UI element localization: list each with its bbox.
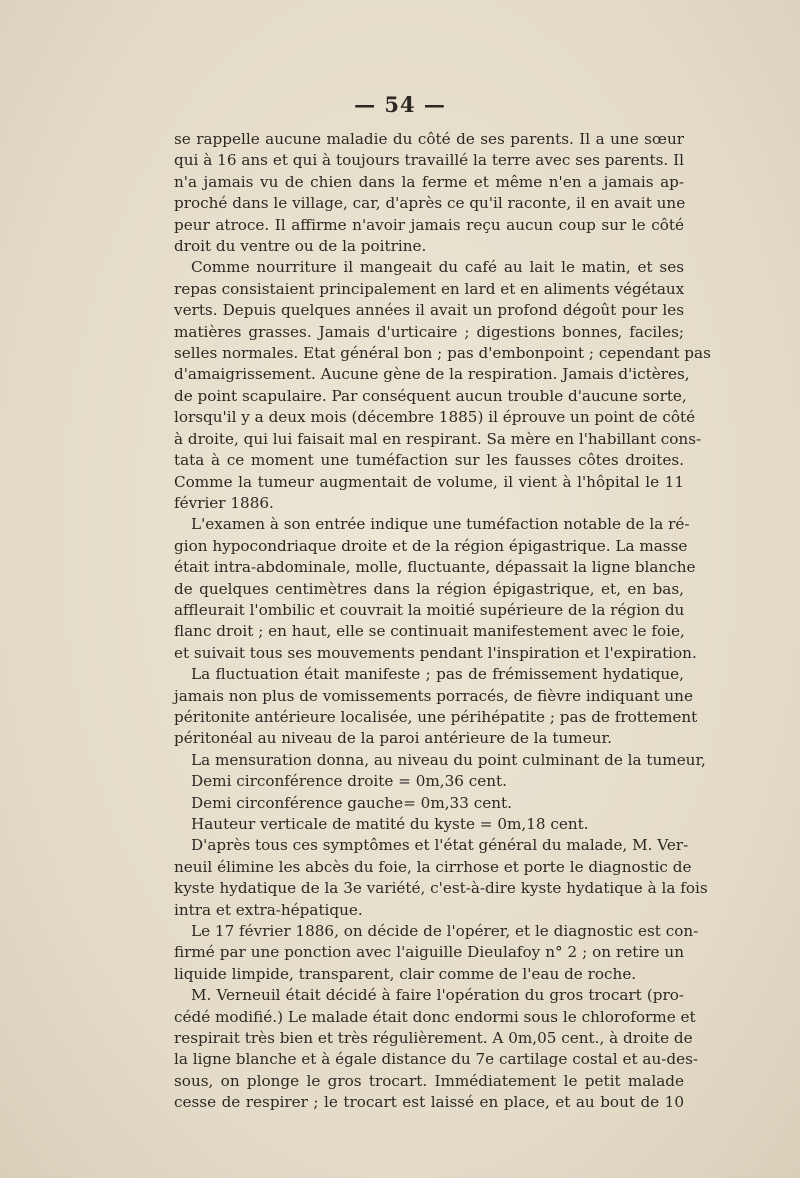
text-line: Le 17 février 1886, on décide de l'opérer, et le diagnostic est con- <box>191 922 699 941</box>
text-line: Demi circonférence droite = 0m,36 cent. <box>191 772 507 791</box>
text-line: repas consistaient principalement en lard et en aliments végétaux <box>174 279 685 298</box>
text-line: péritonite antérieure localisée, une périhépatite ; pas de frottement <box>174 707 698 726</box>
text-line: respirait très bien et très régulièrement. A 0m,05 cent., à droite de <box>174 1029 693 1048</box>
text-line: cesse de respirer ; le trocart est laissé en place, et au bout de 10 <box>174 1093 684 1112</box>
text-line: firmé par une ponction avec l'aiguille Dieulafoy n° 2 ; on retire un <box>174 943 684 962</box>
text-line: D'après tous ces symptômes et l'état général du malade, M. Ver- <box>191 836 689 855</box>
text-line: La mensuration donna, au niveau du point culminant de la tumeur, <box>191 750 706 769</box>
text-line: neuil élimine les abcès du foie, la cirrhose et porte le diagnostic de <box>174 857 692 876</box>
text-line: sous, on plonge le gros trocart. Immédiatement le petit malade <box>174 1071 684 1090</box>
text-line: gion hypocondriaque droite et de la région épigastrique. La masse <box>174 536 688 555</box>
text-line: La fluctuation était manifeste ; pas de frémissement hydatique, <box>191 665 684 684</box>
text-line: affleurait l'ombilic et couvrait la moitié supérieure de la région du <box>174 600 685 619</box>
text-line: selles normales. Etat général bon ; pas d'embonpoint ; cependant pas <box>174 344 711 363</box>
text-line: Demi circonférence gauche= 0m,33 cent. <box>191 793 512 812</box>
text-line: liquide limpide, transparent, clair comme de l'eau de roche. <box>174 964 637 983</box>
text-line: de point scapulaire. Par conséquent aucun trouble d'aucune sorte, <box>174 386 687 405</box>
text-line: qui à 16 ans et qui à toujours travaillé la terre avec ses parents. Il <box>174 151 684 170</box>
text-line: février 1886. <box>174 493 274 512</box>
text-line: à droite, qui lui faisait mal en respirant. Sa mère en l'habillant cons- <box>174 429 702 448</box>
text-line: péritonéal au niveau de la paroi antérieure de la tumeur. <box>174 729 612 748</box>
text-line: Comme nourriture il mangeait du café au lait le matin, et ses <box>191 258 684 277</box>
text-line: verts. Depuis quelques années il avait un profond dégoût pour les <box>174 301 684 320</box>
text-line: peur atroce. Il affirme n'avoir jamais reçu aucun coup sur le côté <box>174 215 684 234</box>
body-text <box>174 129 711 1114</box>
text-line: d'amaigrissement. Aucune gène de la respiration. Jamais d'ictères, <box>174 365 690 384</box>
text-line: cédé modifié.) Le malade était donc endormi sous le chloroforme et <box>174 1007 696 1026</box>
text-line: lorsqu'il y a deux mois (décembre 1885) il éprouve un point de côté <box>174 408 696 427</box>
text-line: L'examen à son entrée indique une tuméfaction notable de la ré- <box>191 515 690 534</box>
text-line: et suivait tous ses mouvements pendant l'inspiration et l'expiration. <box>174 643 697 662</box>
text-line: Comme la tumeur augmentait de volume, il vient à l'hôpital le 11 <box>174 472 684 491</box>
text-line: la ligne blanche et à égale distance du 7e cartilage costal et au-des- <box>174 1050 699 1069</box>
text-line: kyste hydatique de la 3e variété, c'est-à-dire kyste hydatique à la fois <box>174 879 708 898</box>
text-line: de quelques centimètres dans la région épigastrique, et, en bas, <box>174 579 684 598</box>
text-line: flanc droit ; en haut, elle se continuait manifestement avec le foie, <box>174 622 685 641</box>
text-line: se rappelle aucune maladie du côté de ses parents. Il a une sœur <box>174 130 684 148</box>
text-line: tata à ce moment une tuméfaction sur les fausses côtes droites. <box>174 451 684 470</box>
page-number: — 54 — <box>354 92 446 117</box>
text-line: intra et extra-hépatique. <box>174 900 363 919</box>
text-line: proché dans le village, car, d'après ce qu'il raconte, il en avait une <box>174 194 686 213</box>
text-line: droit du ventre ou de la poitrine. <box>174 237 427 256</box>
text-line: jamais non plus de vomissements porracés, de fièvre indiquant une <box>174 686 693 705</box>
text-line: était intra-abdominale, molle, fluctuante, dépassait la ligne blanche <box>174 558 696 577</box>
text-line: n'a jamais vu de chien dans la ferme et même n'en a jamais ap- <box>174 172 684 191</box>
text-line: matières grasses. Jamais d'urticaire ; digestions bonnes, faciles; <box>174 322 684 341</box>
text-line: Hauteur verticale de matité du kyste = 0m,18 cent. <box>191 815 589 833</box>
text-line: M. Verneuil était décidé à faire l'opération du gros trocart (pro- <box>191 986 684 1005</box>
